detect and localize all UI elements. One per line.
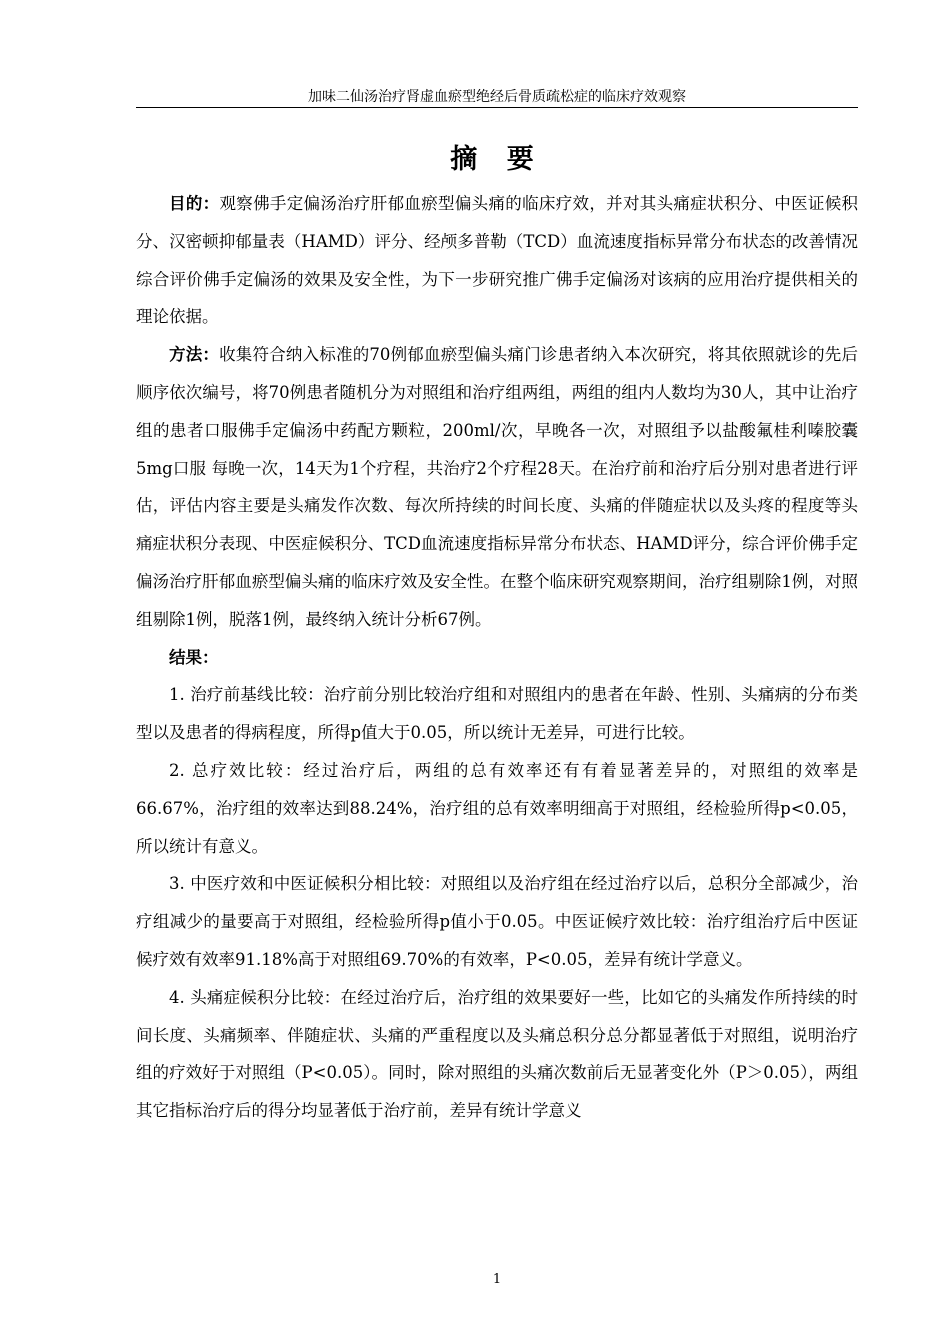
method-paragraph bbox=[136, 336, 858, 638]
header-rule bbox=[136, 107, 858, 108]
result-item-1: 1. 治疗前基线比较：治疗前分别比较治疗组和对照组内的患者在年龄、性别、头痛病的分布类型以及患者的得病程度，所得p值大于0.05，所以统计无差异，可进行比较。 bbox=[136, 685, 858, 743]
method-label: 方法： bbox=[169, 345, 220, 365]
method-text: 收集符合纳入标准的70例郁血瘀型偏头痛门诊患者纳入本次研究，将其依照就诊的先后顺序依次编号，将70例患者随机分为对照组和治疗组两组，两组的组内人数均为30人，其中让治疗组的患者口服佛手定偏汤中药配方颗粒，200ml/次，早晚各一次，对照组予以盐酸氟桂利嗪胶囊5mg口服 每晚一次，14天为1个疗程，共治疗2个疗程28天。在治疗前和治疗后分别对患者进行评估，评估内容主要是头痛发作次数、每次所持续的时间长度、头痛的伴随症状以及头疼的程度等头痛症状积分表现、中医症候积分、TCD血流速度指标异常分布状态、HAMD评分，综合评价佛手定偏汤治疗肝郁血瘀型偏头痛的临床疗效及安全性。在整个临床研究观察期间，治疗组剔除1例，对照组剔除1例，脱落1例，最终纳入统计分析67例。 bbox=[136, 345, 859, 629]
page-number: 1 bbox=[492, 1272, 502, 1287]
result-item-4: 4. 头痛症候积分比较：在经过治疗后，治疗组的效果要好一些，比如它的头痛发作所持续的时间长度、头痛频率、伴随症状、头痛的严重程度以及头痛总积分总分都显著低于对照组，说明治疗组的疗效好于对照组（P<0.05）。同时，除对照组的头痛次数前后无显著变化外（P＞0.05），两组其它指标治疗后的得分均显著低于治疗前，差异有统计学意义 bbox=[136, 987, 858, 1121]
objective-text: 观察佛手定偏汤治疗肝郁血瘀型偏头痛的临床疗效，并对其头痛症状积分、中医证候积分、汉密顿抑郁量表（HAMD）评分、经颅多普勒（TCD）血流速度指标异常分布状态的改善情况综合评价佛手定偏汤的效果及安全性，为下一步研究推广佛手定偏汤对该病的应用治疗提供相关的理论依据。 bbox=[136, 194, 858, 327]
running-header: 加味二仙汤治疗肾虚血瘀型绝经后骨质疏松症的临床疗效观察 bbox=[308, 89, 686, 105]
result-item-3: 3. 中医疗效和中医证候积分相比较：对照组以及治疗组在经过治疗以后，总积分全部减少，治疗组减少的量要高于对照组，经检验所得p值小于0.05。中医证候疗效比较：治疗组治疗后中医证候疗效有效率91.18%高于对照组69.70%的有效率，P<0.05，差异有统计学意义。 bbox=[136, 874, 858, 969]
results-heading bbox=[136, 639, 858, 677]
abstract-title: 摘 要 bbox=[450, 144, 544, 175]
objective-paragraph bbox=[136, 185, 858, 336]
results-label: 结果： bbox=[169, 647, 219, 667]
abstract-body bbox=[136, 185, 858, 1130]
objective-label: 目的： bbox=[169, 194, 220, 213]
result-item-2: 2. 总疗效比较：经过治疗后，两组的总有效率还有有着显著差异的，对照组的效率是66.67%，治疗组的效率达到88.24%，治疗组的总有效率明细高于对照组，经检验所得p<0.05，所以统计有意义。 bbox=[136, 760, 858, 856]
